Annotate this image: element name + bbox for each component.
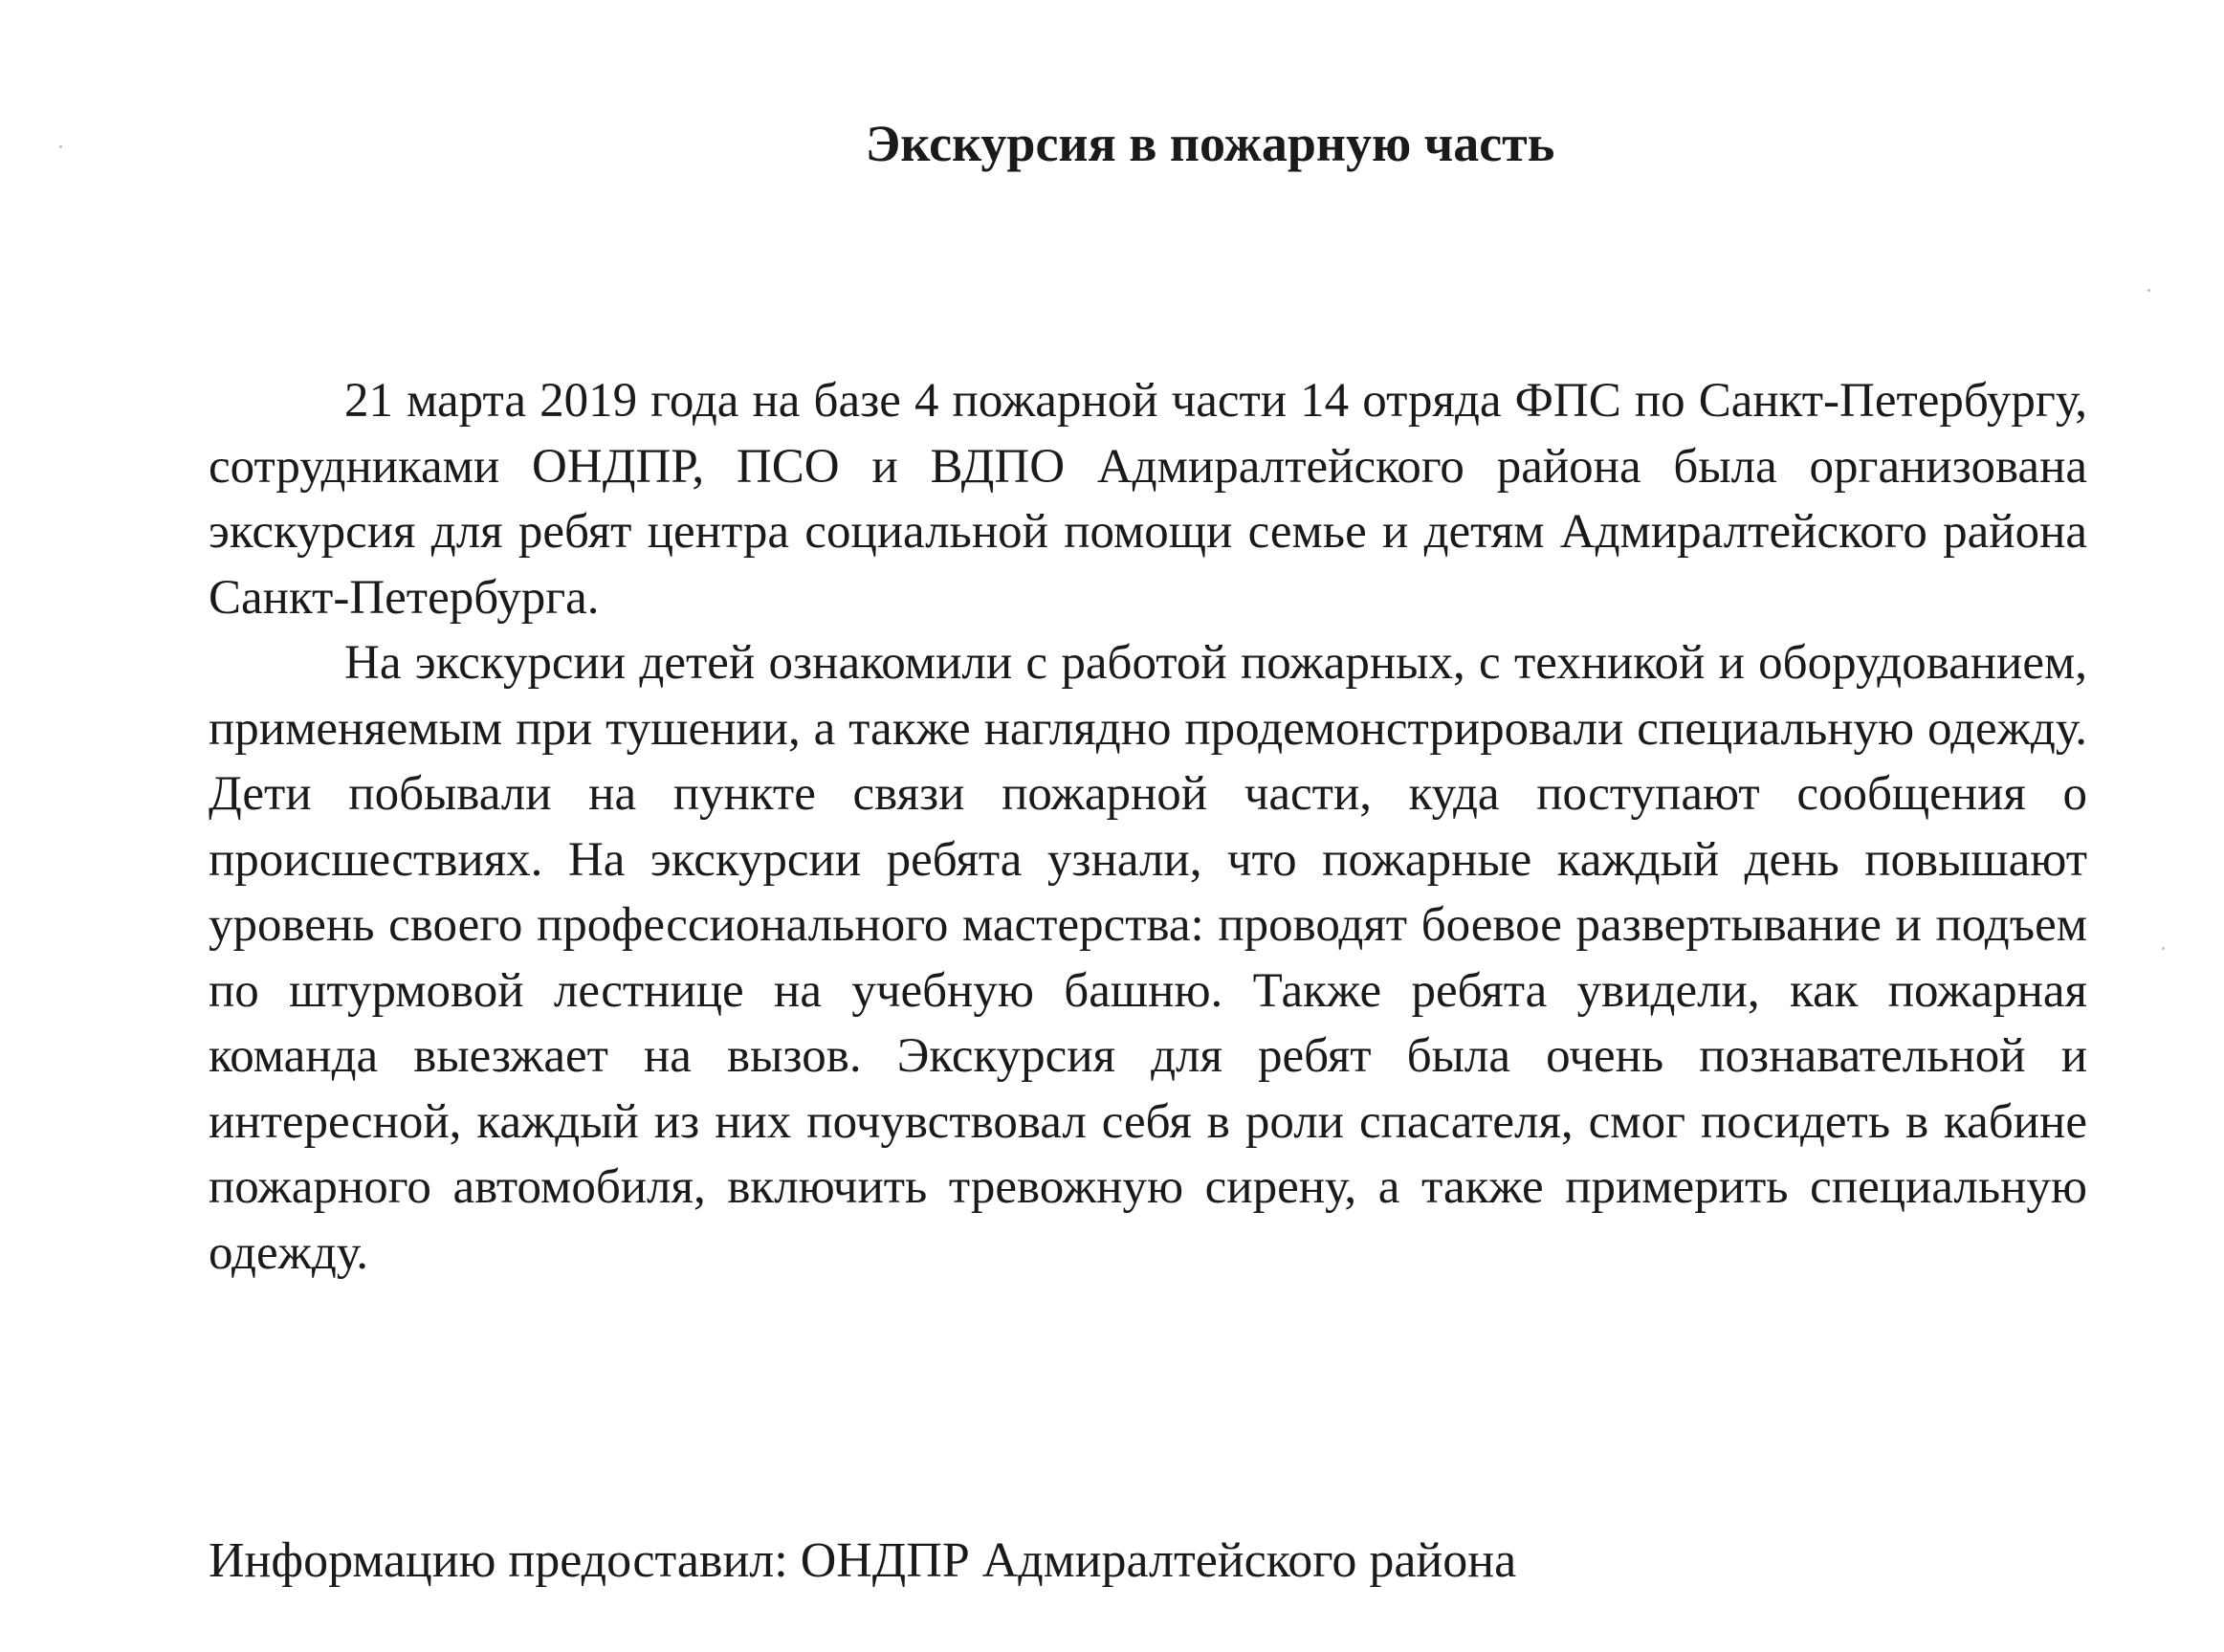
paragraph-1: 21 марта 2019 года на базе 4 пожарной части 14 отряда ФПС по Санкт-Петербургу, сотрудниками ОНДПР, ПСО и ВДПО Адмиралтейского района была организована экскурсия для ребят центра социальной помощи семье и детям Адмиралтейского района Санкт-Петербурга. xyxy=(209,374,2087,625)
scan-speck xyxy=(2147,289,2150,292)
info-source-line: Информацию предоставил: ОНДПР Адмиралтейского района xyxy=(209,1533,1517,1588)
scan-speck xyxy=(59,145,62,148)
document-title: Экскурсия в пожарную часть xyxy=(865,115,1555,172)
paragraph-2: На экскурсии детей ознакомили с работой пожарных, с техникой и оборудованием, применяемым при тушении, а также наглядно продемонстрировали специальную одежду. Дети побывали на пункте связи пожарной части, куда поступают сообщения о происшествиях. На экскурсии ребята узнали, что пожарные каждый день повышают уровень своего профессионального мастерства: проводят боевое развертывание и подъем по штурмовой лестнице на учебную башню. Также ребята увидели, как пожарная команда выезжает на вызов. Экскурсия для ребят была очень познавательной и интересной, каждый из них почувствовал себя в роли спасателя, смог посидеть в кабине пожарного автомобиля, включить тревожную сирену, а также примерить специальную одежду. xyxy=(209,636,2087,1280)
document-body xyxy=(209,368,2087,1286)
scan-speck xyxy=(2162,947,2165,950)
